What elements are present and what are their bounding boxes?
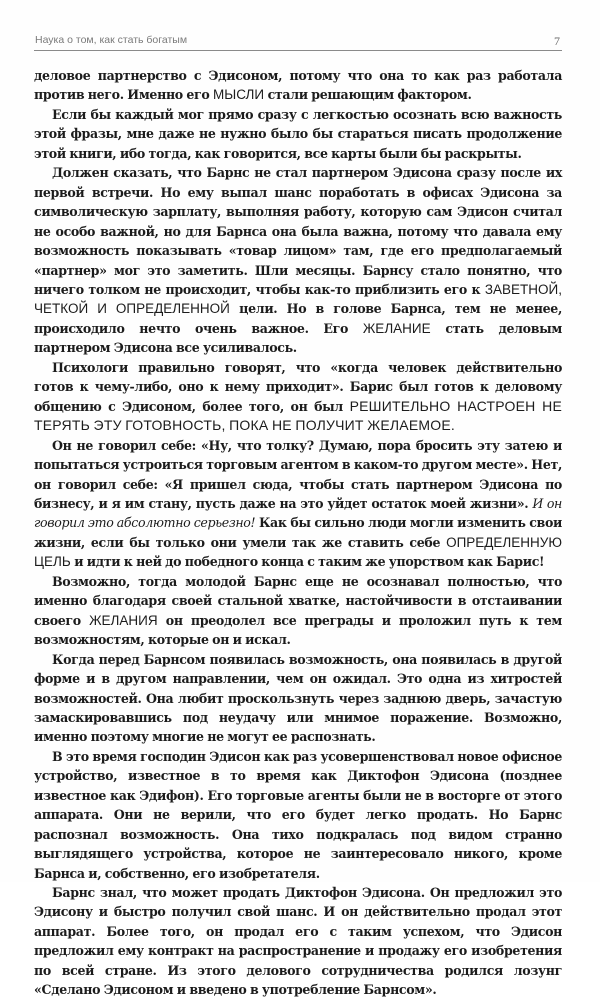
emphasis-caps: ОПРЕДЕЛЕННУЮ ЦЕЛЬ	[34, 534, 562, 570]
running-header	[34, 30, 562, 51]
paragraph	[34, 66, 562, 105]
text-run: В это время господин Эдисон как раз усовершенствовал новое офисное устройство, известное в то время как Диктофон Эдисона (позднее известное как Эдифон). Его торговые агенты были не в восторге от этого аппарата. Они не верили, что его будет легко продать. Но Барнс распознал возможность. Она тихо подкралась под видом странно выглядящего устройства, которое не заинтересовало никого, кроме Барнса и, собственно, его изобретателя.	[34, 748, 562, 881]
text-run: стать деловым партнером Эдисона все усиливалось.	[34, 320, 562, 356]
text-run: Барнс знал, что может продать Диктофон Эдисона. Он предложил это Эдисону и быстро получил свой шанс. И он действительно продал этот аппарат. Более того, он продал его с таким успехом, что Эдисон предложил ему контракт на распространение и продажу его изобретения по всей стране. Из этого делового сотрудничества родился лозунг «Сделано Эдисоном и введено в употребление Барнсом».	[34, 885, 562, 998]
text-run: деловое партнерство с Эдисоном, потому что она то как раз работала против него. Именно его	[34, 68, 562, 103]
emphasis-caps: ЖЕЛАНИЯ	[89, 612, 158, 628]
running-title: Наука о том, как стать богатым	[35, 34, 188, 46]
text-run: Если бы каждый мог прямо сразу с легкостью осознать всю важность этой фразы, мне даже не нужно было бы стараться писать продолжение этой книги, ибо тогда, как говорится, все карты были бы раскрыты.	[34, 106, 562, 161]
emphasis-italic: И он говорил это абсолютно серьезно!	[34, 495, 563, 531]
emphasis-caps: ЖЕЛАНИЕ	[362, 320, 431, 336]
emphasis-caps: МЫСЛИ	[213, 87, 265, 103]
paragraph	[34, 358, 562, 436]
paragraph	[34, 572, 562, 650]
page-number: 7	[554, 34, 560, 48]
paragraph	[34, 883, 562, 1000]
text-run: Как бы сильно люди могли изменить свои жизни, если бы только они умели так же ставить себе	[34, 515, 562, 550]
paragraph	[34, 163, 562, 358]
paragraph	[34, 650, 562, 747]
paragraph	[34, 747, 562, 883]
body-text	[34, 66, 562, 1000]
text-run: Должен сказать, что Барнс не стал партнером Эдисона сразу после их первой встречи. Но ему выпал шанс поработать в офисах Эдисона за символическую зарплату, выполняя работу, которую сам Эдисон считал не особо важной, но для Барнса она была важна, потому что давала ему возможность показывать «товар лицом» там, где его предполагаемый «партнер» мог это заметить. Шли месяцы. Барнсу стало понятно, что ничего толком не происходит, чтобы как-то приблизить его к	[34, 165, 562, 297]
text-run: он преодолел все преграды и проложил путь к тем возможностям, которые он и искал.	[34, 612, 562, 648]
text-run: стали решающим фактором.	[264, 87, 472, 103]
text-run: цели. Но в голове Барнса, тем не менее, происходило нечто очень важное. Его	[34, 301, 563, 336]
text-run: Когда перед Барнсом появилась возможность, она появилась в другой форме и в другом направлении, чем он ожидал. Это одна из хитростей возможностей. Она любит проскользнуть через заднюю дверь, зачастую замаскировавшись под неудачу или мнимое поражение. Возможно, именно поэтому многие не могут ее распознать.	[34, 651, 562, 745]
emphasis-caps: ЗАВЕТНОЙ, ЧЕТКОЙ И ОПРЕДЕЛЕННОЙ	[34, 281, 562, 317]
paragraph	[34, 436, 562, 572]
paragraph	[34, 105, 562, 163]
text-run: Психологи правильно говорят, что «когда человек действительно готов к чему-либо, оно к нему приходит». Барис был готов к деловому общению с Эдисоном, более того, он был	[34, 359, 562, 414]
emphasis-caps: РЕШИТЕЛЬНО НАСТРОЕН НЕ ТЕРЯТЬ ЭТУ ГОТОВНОСТЬ, ПОКА НЕ ПОЛУЧИТ ЖЕЛАЕМОЕ.	[34, 397, 562, 434]
text-run: Возможно, тогда молодой Барнс еще не осознавал полностью, что именно благодаря своей стальной хватке, настойчивости в отстаивании своего	[34, 573, 562, 628]
text-run: Он не говорил себе: «Ну, что толку? Думаю, пора бросить эту затею и попытаться устроиться торговым агентом в каком-то другом месте». Нет, он говорил себе: «Я пришел сюда, чтобы стать партнером Эдисона по бизнесу, и я им стану, пусть даже на это уйдет остаток моей жизни».	[34, 437, 562, 511]
text-run: и идти к ней до победного конца с таким же упорством как Барис!	[70, 554, 545, 570]
